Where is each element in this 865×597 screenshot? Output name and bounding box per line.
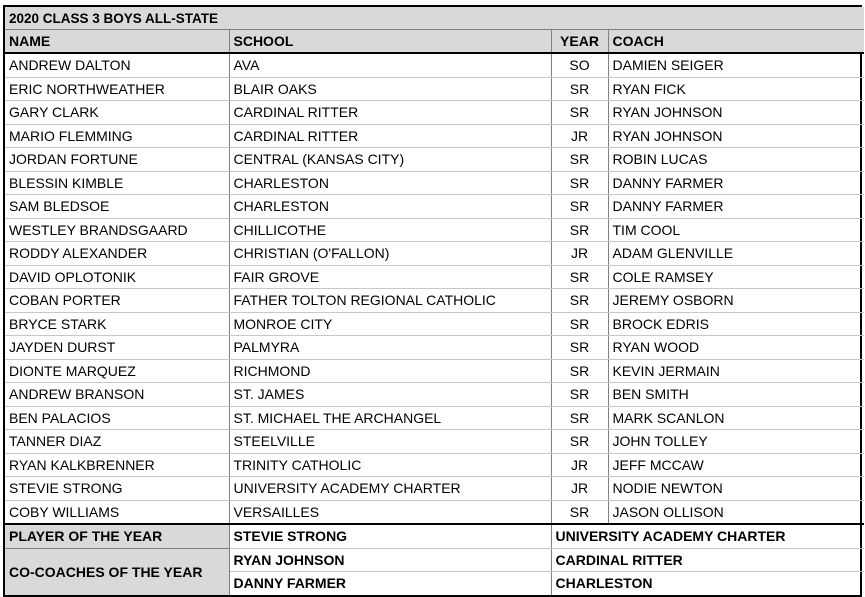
player-year: SR: [551, 195, 608, 219]
player-school: CHARLESTON: [229, 171, 551, 195]
player-coach: ROBIN LUCAS: [608, 148, 864, 172]
player-school: STEELVILLE: [229, 430, 551, 454]
player-school: FATHER TOLTON REGIONAL CATHOLIC: [229, 289, 551, 313]
player-of-year-row: [5, 524, 864, 548]
coaches-of-year-label: CO-COACHES OF THE YEAR: [5, 548, 229, 595]
player-coach: RYAN JOHNSON: [608, 101, 864, 125]
player-school: MONROE CITY: [229, 312, 551, 336]
player-coach: MARK SCANLON: [608, 406, 864, 430]
player-coach: NODIE NEWTON: [608, 477, 864, 501]
header-school: SCHOOL: [229, 30, 551, 54]
coaches-of-year-row-1: [5, 548, 864, 572]
coach-of-year-school: CARDINAL RITTER: [551, 548, 864, 572]
player-name: ANDREW DALTON: [5, 53, 229, 77]
player-school: UNIVERSITY ACADEMY CHARTER: [229, 477, 551, 501]
player-year: SR: [551, 430, 608, 454]
header-row: [5, 30, 864, 54]
player-name: GARY CLARK: [5, 101, 229, 125]
player-year: SR: [551, 77, 608, 101]
table-row: [5, 218, 864, 242]
player-coach: DAMIEN SEIGER: [608, 53, 864, 77]
coach-of-year-name: DANNY FARMER: [229, 572, 551, 595]
player-coach: RYAN FICK: [608, 77, 864, 101]
player-coach: BROCK EDRIS: [608, 312, 864, 336]
player-coach: JOHN TOLLEY: [608, 430, 864, 454]
player-year: SR: [551, 171, 608, 195]
title-row: [5, 7, 864, 30]
player-year: SR: [551, 148, 608, 172]
player-name: JORDAN FORTUNE: [5, 148, 229, 172]
header-name: NAME: [5, 30, 229, 54]
player-coach: KEVIN JERMAIN: [608, 359, 864, 383]
player-coach: DANNY FARMER: [608, 195, 864, 219]
player-school: FAIR GROVE: [229, 265, 551, 289]
table-row: [5, 289, 864, 313]
player-name: WESTLEY BRANDSGAARD: [5, 218, 229, 242]
player-school: VERSAILLES: [229, 500, 551, 524]
player-coach: COLE RAMSEY: [608, 265, 864, 289]
player-name: ERIC NORTHWEATHER: [5, 77, 229, 101]
table-row: [5, 195, 864, 219]
player-year: SR: [551, 336, 608, 360]
player-name: BRYCE STARK: [5, 312, 229, 336]
player-school: ST. JAMES: [229, 383, 551, 407]
player-year: SO: [551, 53, 608, 77]
table-row: [5, 406, 864, 430]
player-name: MARIO FLEMMING: [5, 124, 229, 148]
table-row: [5, 77, 864, 101]
player-school: PALMYRA: [229, 336, 551, 360]
player-coach: ADAM GLENVILLE: [608, 242, 864, 266]
player-coach: DANNY FARMER: [608, 171, 864, 195]
player-year: SR: [551, 265, 608, 289]
table-row: [5, 336, 864, 360]
all-state-table: [3, 5, 862, 597]
player-year: JR: [551, 242, 608, 266]
player-year: SR: [551, 500, 608, 524]
player-year: JR: [551, 124, 608, 148]
table-row: [5, 53, 864, 77]
player-name: JAYDEN DURST: [5, 336, 229, 360]
player-name: DAVID OPLOTONIK: [5, 265, 229, 289]
roster-table: [5, 7, 864, 595]
player-coach: JEFF MCCAW: [608, 453, 864, 477]
player-name: COBY WILLIAMS: [5, 500, 229, 524]
player-year: SR: [551, 312, 608, 336]
player-of-year-label: PLAYER OF THE YEAR: [5, 524, 229, 548]
table-row: [5, 430, 864, 454]
header-year: YEAR: [551, 30, 608, 54]
table-row: [5, 359, 864, 383]
table-title: 2020 CLASS 3 BOYS ALL-STATE: [5, 7, 864, 30]
player-coach: RYAN WOOD: [608, 336, 864, 360]
player-of-year-name: STEVIE STRONG: [229, 524, 551, 548]
table-row: [5, 265, 864, 289]
player-school: CHARLESTON: [229, 195, 551, 219]
player-year: SR: [551, 383, 608, 407]
table-row: [5, 101, 864, 125]
player-year: JR: [551, 453, 608, 477]
player-year: SR: [551, 406, 608, 430]
player-name: DIONTE MARQUEZ: [5, 359, 229, 383]
player-of-year-school: UNIVERSITY ACADEMY CHARTER: [551, 524, 864, 548]
player-school: RICHMOND: [229, 359, 551, 383]
player-year: SR: [551, 359, 608, 383]
player-coach: JASON OLLISON: [608, 500, 864, 524]
player-name: TANNER DIAZ: [5, 430, 229, 454]
player-school: BLAIR OAKS: [229, 77, 551, 101]
player-coach: RYAN JOHNSON: [608, 124, 864, 148]
player-year: SR: [551, 218, 608, 242]
player-name: SAM BLEDSOE: [5, 195, 229, 219]
table-row: [5, 453, 864, 477]
header-coach: COACH: [608, 30, 864, 54]
player-school: TRINITY CATHOLIC: [229, 453, 551, 477]
table-row: [5, 383, 864, 407]
coach-of-year-name: RYAN JOHNSON: [229, 548, 551, 572]
player-coach: JEREMY OSBORN: [608, 289, 864, 313]
player-year: SR: [551, 101, 608, 125]
table-row: [5, 148, 864, 172]
player-school: CHRISTIAN (O'FALLON): [229, 242, 551, 266]
coach-of-year-school: CHARLESTON: [555, 575, 653, 592]
player-school: CHILLICOTHE: [229, 218, 551, 242]
table-row: [5, 500, 864, 524]
player-school: ST. MICHAEL THE ARCHANGEL: [229, 406, 551, 430]
player-school: AVA: [229, 53, 551, 77]
player-name: ANDREW BRANSON: [5, 383, 229, 407]
player-year: SR: [551, 289, 608, 313]
player-school: CARDINAL RITTER: [229, 124, 551, 148]
table-row: [5, 124, 864, 148]
player-name: COBAN PORTER: [5, 289, 229, 313]
player-name: BLESSIN KIMBLE: [5, 171, 229, 195]
player-name: RODDY ALEXANDER: [5, 242, 229, 266]
table-row: [5, 242, 864, 266]
table-row: [5, 312, 864, 336]
player-year: JR: [551, 477, 608, 501]
player-school: CARDINAL RITTER: [229, 101, 551, 125]
player-coach: TIM COOL: [608, 218, 864, 242]
player-school: CENTRAL (KANSAS CITY): [229, 148, 551, 172]
table-row: [5, 171, 864, 195]
player-coach: BEN SMITH: [608, 383, 864, 407]
table-row: [5, 477, 864, 501]
player-name: STEVIE STRONG: [5, 477, 229, 501]
player-name: RYAN KALKBRENNER: [5, 453, 229, 477]
player-name: BEN PALACIOS: [5, 406, 229, 430]
